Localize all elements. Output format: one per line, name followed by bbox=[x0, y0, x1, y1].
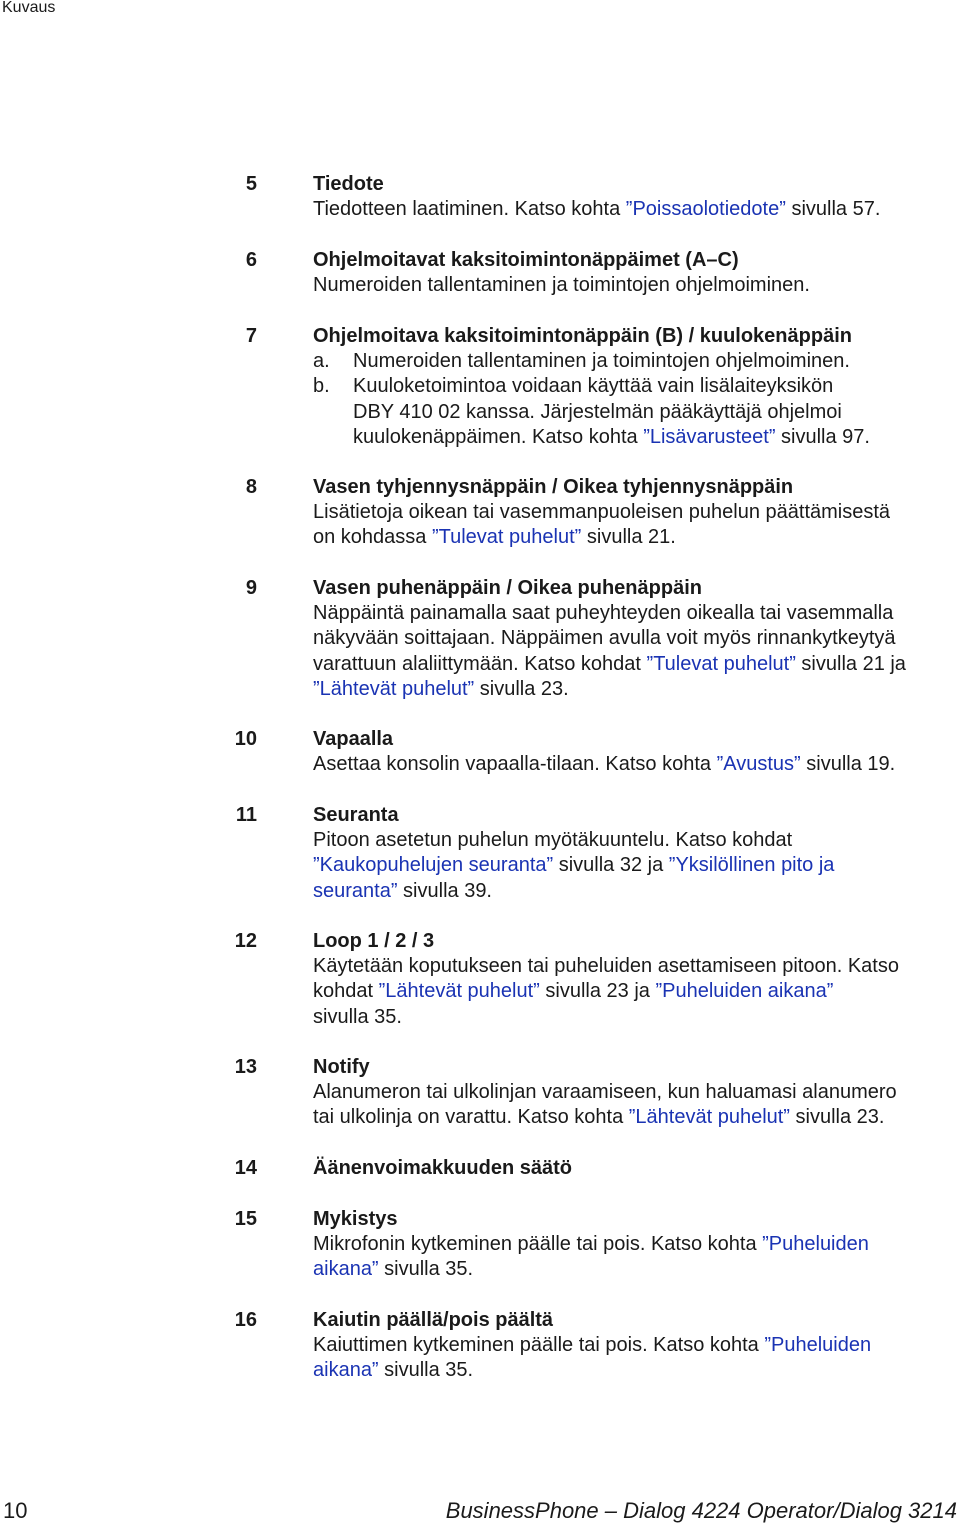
text-line bbox=[313, 1358, 953, 1383]
text-segment: Käytetään koputukseen tai puheluiden asettamiseen pitoon. Katso bbox=[313, 955, 899, 977]
text-segment: Näppäintä painamalla saat puheyhteyden oikealla tai vasemmalla bbox=[313, 602, 894, 624]
cross-reference-link[interactable]: aikana” bbox=[313, 1359, 379, 1382]
text-segment: sivulla 23. bbox=[789, 1106, 885, 1129]
entry-subitem bbox=[313, 374, 960, 450]
entry-description bbox=[313, 1232, 953, 1283]
text-segment: Asettaa konsolin vapaalla-tilaan. Katso kohta bbox=[313, 753, 717, 775]
entry-subitem bbox=[313, 349, 960, 374]
text-segment: Tiedotteen laatiminen. Katso kohta bbox=[313, 198, 626, 220]
text-segment: Kuuloketoimintoa voidaan käyttää vain lisälaiteyksikön bbox=[353, 375, 834, 398]
page-number: 10 bbox=[3, 1498, 28, 1523]
text-segment: sivulla 19. bbox=[800, 753, 896, 775]
subitem-marker: a. bbox=[313, 350, 330, 372]
entry-number: 13 bbox=[234, 1056, 257, 1078]
entry-title: Ohjelmoitavat kaksitoimintonäppäimet (A–C) bbox=[313, 249, 739, 271]
key-entry bbox=[0, 1156, 960, 1181]
text-line bbox=[313, 500, 953, 525]
text-line bbox=[313, 626, 953, 651]
key-entry bbox=[0, 172, 960, 222]
text-line bbox=[313, 853, 953, 878]
key-entry bbox=[0, 475, 960, 551]
entry-title: Vasen puhenäppäin / Oikea puhenäppäin bbox=[313, 577, 702, 599]
text-segment: sivulla 35. bbox=[378, 1359, 474, 1382]
key-entry bbox=[0, 1207, 960, 1283]
entry-title: Mykistys bbox=[313, 1208, 398, 1230]
text-segment: kuulokenäppäimen. Katso kohta bbox=[353, 425, 644, 448]
text-segment: Numeroiden tallentaminen ja toimintojen ohjelmoiminen. bbox=[313, 274, 810, 296]
text-line bbox=[313, 197, 953, 222]
text-segment: sivulla 21. bbox=[581, 526, 676, 549]
text-line bbox=[313, 979, 953, 1004]
text-line bbox=[313, 828, 953, 853]
key-entry bbox=[0, 803, 960, 904]
entry-title: Vasen tyhjennysnäppäin / Oikea tyhjennysnäppäin bbox=[313, 476, 794, 498]
entry-number: 9 bbox=[245, 577, 257, 599]
entry-number: 15 bbox=[234, 1208, 257, 1230]
key-entry bbox=[0, 248, 960, 298]
entry-description bbox=[313, 273, 953, 298]
cross-reference-link[interactable]: ”Avustus” bbox=[716, 753, 801, 775]
cross-reference-link[interactable]: ”Tulevat puhelut” bbox=[431, 526, 582, 549]
cross-reference-link[interactable]: ”Puheluiden bbox=[762, 1233, 869, 1255]
text-segment: näkyvään soittajaan. Näppäimen avulla voit myös rinnankytkeytyä bbox=[313, 627, 896, 650]
cross-reference-link[interactable]: ”Yksilöllinen pito ja bbox=[668, 854, 835, 877]
text-segment: Pitoon asetetun puhelun myötäkuuntelu. Katso kohdat bbox=[313, 829, 793, 851]
text-line bbox=[313, 525, 953, 550]
entry-number: 14 bbox=[234, 1157, 257, 1179]
text-line bbox=[313, 954, 953, 979]
cross-reference-link[interactable]: ”Lisävarusteet” bbox=[643, 425, 776, 448]
entry-title: Kaiutin päällä/pois päältä bbox=[313, 1309, 554, 1331]
text-segment: Alanumeron tai ulkolinjan varaamiseen, kun haluamasi alanumero bbox=[313, 1081, 897, 1103]
key-entry bbox=[0, 576, 960, 702]
entry-title: Notify bbox=[313, 1056, 370, 1078]
text-line bbox=[313, 1333, 953, 1358]
cross-reference-link[interactable]: ”Lähtevät puhelut” bbox=[313, 677, 475, 700]
subitem-text bbox=[353, 374, 953, 450]
subitem-text bbox=[353, 349, 953, 374]
cross-reference-link[interactable]: aikana” bbox=[313, 1258, 379, 1281]
text-line bbox=[313, 1257, 953, 1282]
entry-description bbox=[313, 197, 953, 222]
cross-reference-link[interactable]: ”Tulevat puhelut” bbox=[646, 652, 796, 675]
text-line bbox=[353, 400, 953, 425]
entry-number: 12 bbox=[234, 930, 257, 952]
key-entry bbox=[0, 1055, 960, 1131]
text-segment: Numeroiden tallentaminen ja toimintojen ohjelmoiminen. bbox=[353, 350, 850, 372]
text-segment: sivulla 97. bbox=[775, 425, 870, 448]
text-segment: kohdat bbox=[313, 980, 379, 1003]
entry-description bbox=[313, 828, 953, 904]
text-line bbox=[313, 1080, 953, 1105]
key-entry bbox=[0, 929, 960, 1030]
text-segment: sivulla 23. bbox=[474, 677, 569, 700]
text-segment: sivulla 35. bbox=[378, 1258, 474, 1281]
text-line bbox=[313, 1232, 953, 1257]
text-segment: Lisätietoja oikean tai vasemmanpuoleisen puhelun päättämisestä bbox=[313, 501, 891, 523]
text-line bbox=[313, 601, 953, 626]
text-segment: DBY 410 02 kanssa. Järjestelmän pääkäyttäjä ohjelmoi bbox=[353, 400, 842, 423]
entry-number: 6 bbox=[245, 249, 257, 271]
key-entry bbox=[0, 727, 960, 777]
entry-number: 8 bbox=[245, 476, 257, 498]
text-segment: Kaiuttimen kytkeminen päälle tai pois. Katso kohta bbox=[313, 1334, 765, 1356]
text-line bbox=[313, 1105, 953, 1130]
entry-number: 7 bbox=[245, 325, 257, 347]
text-segment: tai ulkolinja on varattu. Katso kohta bbox=[313, 1106, 629, 1129]
cross-reference-link[interactable]: ”Puheluiden aikana” bbox=[655, 980, 834, 1003]
text-line bbox=[313, 752, 953, 777]
cross-reference-link[interactable]: ”Lähtevät puhelut” bbox=[628, 1106, 790, 1129]
cross-reference-link[interactable]: ”Kaukopuhelujen seuranta” bbox=[313, 854, 554, 877]
entry-title: Vapaalla bbox=[313, 728, 394, 750]
cross-reference-link[interactable]: ”Poissaolotiedote” bbox=[625, 198, 786, 220]
subitem-marker: b. bbox=[313, 375, 330, 398]
entry-number: 5 bbox=[245, 173, 257, 195]
entry-number: 16 bbox=[234, 1309, 257, 1331]
text-line bbox=[313, 652, 953, 677]
page-header-section: Kuvaus bbox=[2, 0, 56, 16]
cross-reference-link[interactable]: ”Puheluiden bbox=[764, 1334, 872, 1356]
entry-description bbox=[313, 954, 953, 1030]
text-segment: sivulla 57. bbox=[785, 198, 881, 220]
text-segment: Mikrofonin kytkeminen päälle tai pois. Katso kohta bbox=[313, 1233, 763, 1255]
entry-title: Äänenvoimakkuuden säätö bbox=[313, 1157, 572, 1179]
text-line bbox=[313, 677, 953, 702]
text-segment: on kohdassa bbox=[313, 526, 432, 549]
key-entry bbox=[0, 324, 960, 450]
entry-title: Seuranta bbox=[313, 804, 399, 826]
text-segment: sivulla 32 ja bbox=[553, 854, 669, 877]
document-title: BusinessPhone – Dialog 4224 Operator/Dialog 3214 bbox=[445, 1498, 957, 1523]
text-line bbox=[313, 273, 953, 298]
entry-title: Tiedote bbox=[313, 173, 384, 195]
text-line bbox=[353, 349, 953, 374]
cross-reference-link[interactable]: seuranta” bbox=[313, 879, 398, 902]
text-line bbox=[353, 425, 953, 450]
text-segment: sivulla 39. bbox=[397, 879, 492, 902]
key-entry bbox=[0, 1308, 960, 1384]
text-line bbox=[353, 374, 953, 399]
entry-description bbox=[313, 752, 953, 777]
cross-reference-link[interactable]: ”Lähtevät puhelut” bbox=[378, 980, 540, 1003]
entry-number: 11 bbox=[235, 804, 257, 826]
entry-description bbox=[313, 1333, 953, 1384]
text-segment: sivulla 21 ja bbox=[795, 652, 906, 675]
text-line bbox=[313, 1005, 953, 1030]
entry-number: 10 bbox=[234, 728, 257, 750]
text-segment: varattuun alaliittymään. Katso kohdat bbox=[313, 652, 647, 675]
text-line bbox=[313, 879, 953, 904]
text-segment: sivulla 23 ja bbox=[539, 980, 656, 1003]
text-segment: sivulla 35. bbox=[313, 1005, 402, 1028]
entry-description bbox=[313, 1080, 953, 1131]
entry-description bbox=[313, 601, 953, 702]
entry-description bbox=[313, 500, 953, 551]
entry-title: Ohjelmoitava kaksitoimintonäppäin (B) / kuulokenäppäin bbox=[313, 325, 852, 347]
entry-title: Loop 1 / 2 / 3 bbox=[313, 930, 435, 952]
